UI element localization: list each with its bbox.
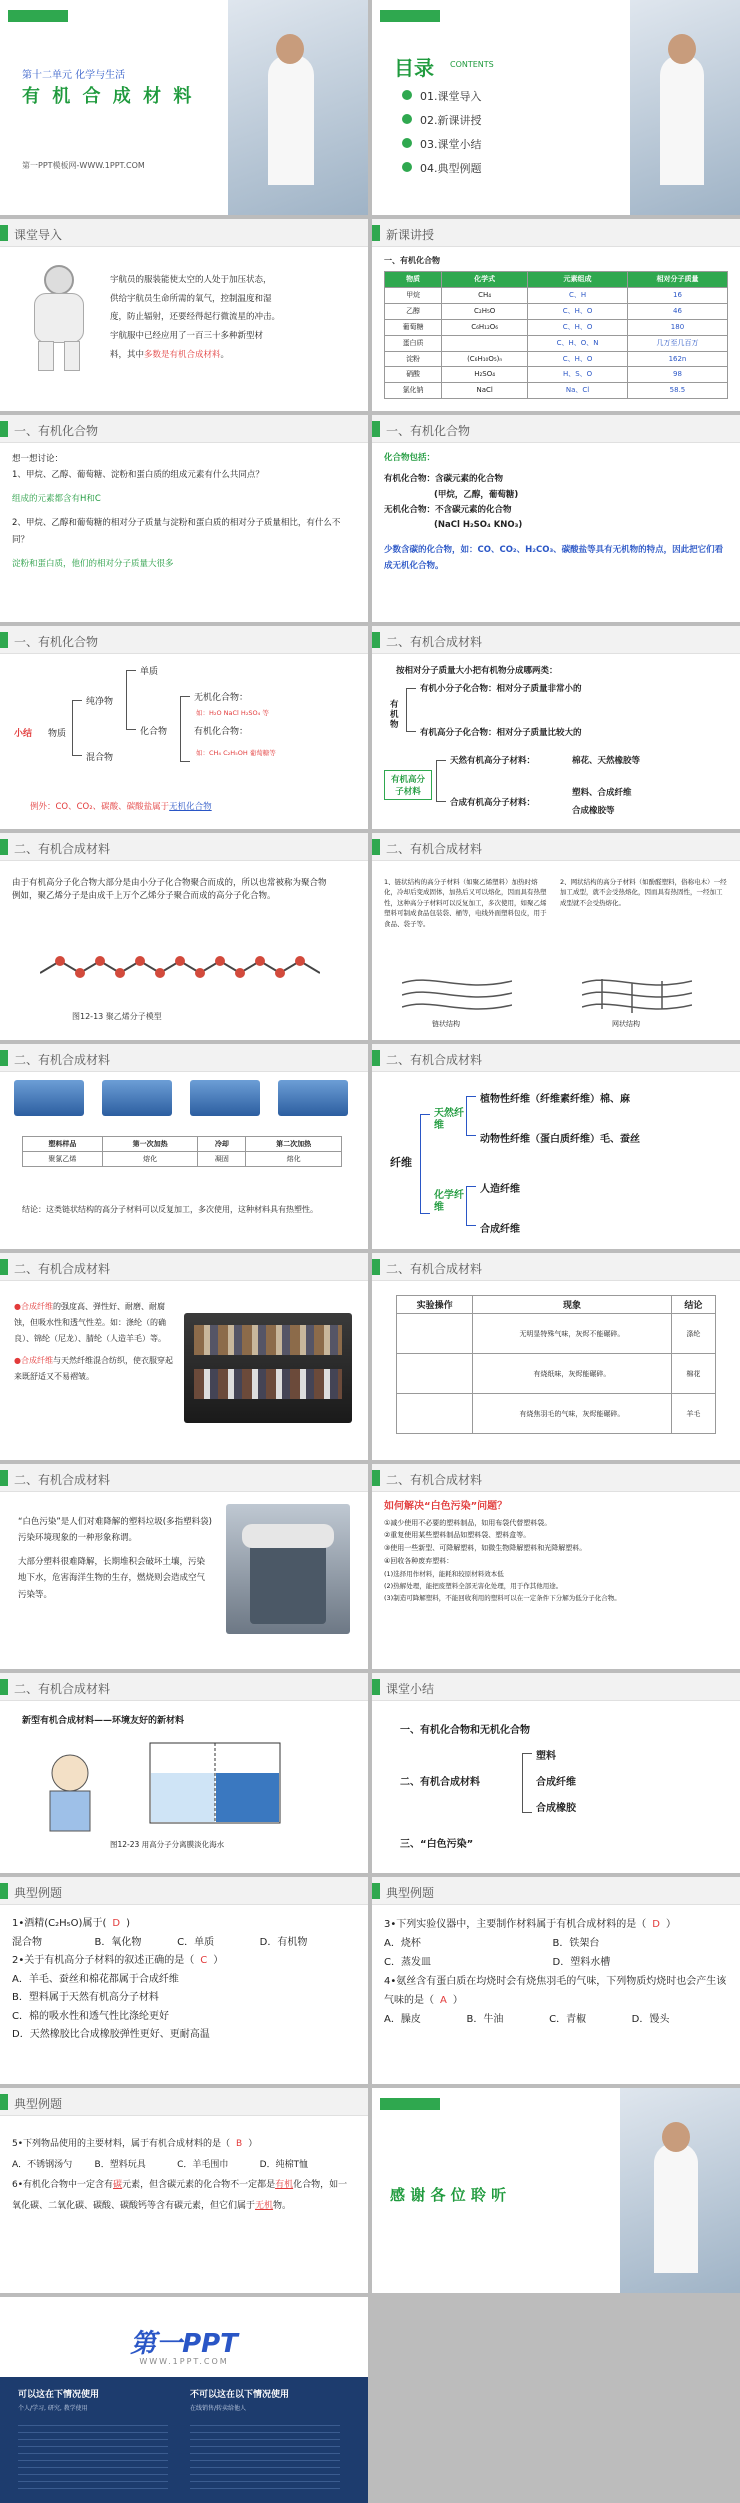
burn-table: 实验操作 现象 结论 无明显特殊气味，灰烬不能碾碎。 涤纶 有烧纸味，灰烬能碾碎。 棉花 有烧焦羽毛的气味，灰烬能碾碎。 羊毛 <box>396 1295 716 1434</box>
slide-thermoplastic[interactable] <box>0 1044 368 1249</box>
summary-point-1: 一、有机化合物和无机化合物 <box>400 1725 530 1736</box>
slide-synthetic-fiber[interactable] <box>0 1253 368 1460</box>
chain-text: 1、链状结构的高分子材料（如聚乙烯塑料）加热时熔化，冷却后变成固体，加热后又可以熔化，因而具有热塑性，这种高分子材料可以反复加工，多次使用，如聚乙烯塑料可制成食品包装袋、桶等，电线外面塑料包皮，用于食品、袋子等。 <box>384 878 547 928</box>
slide-header: 二、有机合成材料 <box>0 1253 368 1281</box>
astronaut-image <box>26 265 92 371</box>
contents-item[interactable]: 04.典型例题 <box>402 160 482 184</box>
synthetic-examples-2: 合成橡胶等 <box>572 806 615 816</box>
slide-solutions[interactable] <box>372 1464 740 1669</box>
contents-title: 目录 <box>394 56 434 80</box>
accent-bar <box>8 10 68 22</box>
slide-white-pollution[interactable] <box>0 1464 368 1669</box>
slide-header: 二、有机合成材料 <box>372 833 740 861</box>
plant-fiber: 植物性纤维（纤维素纤维）棉、麻 <box>480 1094 630 1105</box>
summary-point-2: 二、有机合成材料 <box>400 1777 480 1788</box>
node-organic: 有机化合物： <box>194 727 249 737</box>
slide-body: 如何解决“白色污染”问题？ ①减少使用不必要的塑料制品，如用布袋代替塑料袋。 ②重复使用某些塑料制品如塑料袋、塑料盒等。 ③使用一些新型、可降解塑料，如微生物降解塑料和光降解塑料。 ④回收各种废弃塑料： (1)选择用作材料，能耗和较原材料效本低 (2)热解处理，能把废塑料全部无害化处理，用于作其他用途。 (3)制造可降解塑料，不能回收利用的塑料可以在一定条件下分解为低分子化合物。 <box>384 1501 621 1603</box>
slide-header: 一、有机化合物 <box>0 415 368 443</box>
slide-contents[interactable] <box>372 0 740 215</box>
slide-header: 二、有机合成材料 <box>372 626 740 654</box>
ad-top <box>0 2297 368 2377</box>
slide-fibers[interactable] <box>372 1044 740 1249</box>
new-material-title: 新型有机合成材料——环境友好的新材料 <box>22 1716 185 1726</box>
slide-polymer-class[interactable] <box>372 626 740 829</box>
polyethylene-model <box>40 943 320 993</box>
slide-header: 二、有机合成材料 <box>0 1673 368 1701</box>
summary-point-3: 三、“白色污染” <box>400 1839 474 1850</box>
network-structure-image <box>582 973 692 1017</box>
slide-body: 1•酒精(C₂H₅O)属于( D ) 混合物 B．氧化物 C．单质 D．有机物 2•关于有机高分子材料的叙述正确的是（ C ） A．羊毛、蚕丝和棉花都属于合成纤维 B．塑料属于天然有机高分子材料 C．棉的吸水性和透气性比涤纶更好 D．天然橡胶比合成橡胶弹性更好、更耐高温 <box>12 1918 308 2040</box>
thanks-text: 感 谢 各 位 聆 听 <box>390 2186 507 2204</box>
chain-structure-image <box>402 973 512 1017</box>
scientist-photo <box>228 0 368 215</box>
cannot-use-title: 不可以这在以下情况使用 <box>190 2390 290 2400</box>
table-row: 葡萄糖 C₆H₁₂O₆ C、H、O 180 <box>385 319 728 335</box>
scientist-photo <box>630 0 740 215</box>
bracket <box>466 1186 476 1226</box>
slide-header: 二、有机合成材料 <box>372 1253 740 1281</box>
slide-body: 化合物包括： 有机化合物：含碳元素的化合物 (甲烷，乙醇，葡萄糖) 无机化合物：不含碳元素的化合物 (NaCl H₂SO₄ KNO₃) 少数含碳的化合物，如：CO、CO₂、H₂CO₃、碳酸盐等具有无机物的特点，因此把它们看成无机化合物。 <box>384 453 724 571</box>
table-row: 淀粉 (C₆H₁₀O₅)ₙ C、H、O 162n <box>385 351 728 367</box>
node-organic: 有机物 <box>390 700 399 731</box>
slide-polymer-model[interactable] <box>0 833 368 1040</box>
accent-bar <box>380 2098 440 2110</box>
slide-classification[interactable] <box>0 626 368 829</box>
slide-header: 二、有机合成材料 <box>372 1464 740 1492</box>
pollution-text: “白色污染”是人们对难降解的塑料垃圾(多指塑料袋)污染环境现象的一种形象称谓。 大部分塑料很难降解，长期堆积会破坏土壤，污染地下水，危害海洋生物的生存，燃烧则会造成空气污染等。 <box>18 1517 212 1600</box>
inorganic-link[interactable]: 无机化合物 <box>169 802 212 812</box>
slide-body: 一、有机化合物 物质 化学式 元素组成 相对分子质量 甲烷 CH₄ C、H 16 乙醇 C₂H₅O C、H、O 46 葡萄糖 C₆H₁₂O₆ C、H、O 180 蛋白质 C、H、O、N 几万至几百万 淀粉 (C₆H₁₀O₅)ₙ C、H、O 162n 硝酸 H₂SO₄ H、S、O 98 氯化钠 NaCl Na、Cl 58.5 <box>384 255 728 399</box>
slide-burn-test[interactable] <box>372 1253 740 1460</box>
scientist-photo <box>620 2088 740 2293</box>
small-molecule: 有机小分子化合物：相对分子质量非常小的 <box>420 684 582 694</box>
natural-examples: 棉花、天然橡胶等 <box>572 756 641 766</box>
figure-caption: 图12-13 聚乙烯分子模型 <box>72 1012 162 1021</box>
synthetic-fiber: 合成纤维 <box>480 1224 520 1235</box>
slide-body: 3•下列实验仪器中，主要制作材料属于有机合成材料的是（ D ） A．烧杯 B．铁架台 C．蒸发皿 D．塑料水槽 4•氨丝含有蛋白质在均烧时会有烧焦羽毛的气味，下列物质灼烧时也会产生该气味的是（ A ） A．臊皮 B．牛油 C．青椒 D．馒头 <box>384 1919 727 2025</box>
node-element: 单质 <box>140 667 159 677</box>
node-natural-fiber: 天然纤维 <box>434 1108 464 1131</box>
slide-header: 典型例题 <box>0 2088 368 2116</box>
synthetic-examples: 塑料、合成纤维 <box>572 788 632 798</box>
link-list <box>190 2419 340 2493</box>
exception-note: 例外：CO、CO₂、碳酸、碳酸盐属于无机化合物 <box>30 802 212 812</box>
contents-item[interactable]: 02.新课讲授 <box>402 112 482 136</box>
conclusion: 结论：这类链状结构的高分子材料可以反复加工，多次使用，这种材料具有热塑性。 <box>22 1205 318 1214</box>
slide-example-1[interactable] <box>0 1877 368 2084</box>
unit-label: 第十二单元 化学与生活 <box>22 70 126 81</box>
cannot-use-text: 在线销售/转卖给他人 <box>190 2405 247 2412</box>
node-pure: 纯净物 <box>86 697 114 707</box>
slide-compound-table[interactable] <box>372 219 740 411</box>
organic-examples: 如：CH₄ C₂H₅OH 葡萄糖等 <box>196 749 276 757</box>
table-row: 氯化钠 NaCl Na、Cl 58.5 <box>385 383 728 399</box>
slide-summary[interactable] <box>372 1673 740 1873</box>
slide-header: 课堂导入 <box>0 219 368 247</box>
summary-plastic: 塑料 <box>536 1751 556 1762</box>
node-compound: 化合物 <box>140 727 168 737</box>
node-inorganic: 无机化合物： <box>194 693 249 703</box>
node-chemical-fiber: 化学纤维 <box>434 1190 464 1213</box>
slide-body: 想一想讨论： 1、甲烷、乙醇、葡萄糖、淀粉和蛋白质的组成元素有什么共同点？ 组成的元素都含有H和C 2、甲烷、乙醇和葡萄糖的相对分子质量与淀粉和蛋白质的相对分子质量相比，有什么不同？ 淀粉和蛋白质，他们的相对分子质量大很多 <box>12 454 341 569</box>
summary-rubber: 合成橡胶 <box>536 1803 576 1814</box>
fiber-text: ●合成纤维的强度高、弹性好、耐磨、耐腐蚀，但吸水性和透气性差。如：涤纶（的确良）、锦纶（尼龙）、腈纶（人造羊毛）等。 ●合成纤维与天然纤维混合纺织，使衣服穿起来既舒适又不易褶皱。 <box>14 1302 173 1381</box>
slide-header: 二、有机合成材料 <box>0 833 368 861</box>
contents-list <box>402 88 482 184</box>
clothing-store-photo <box>184 1313 352 1423</box>
network-caption: 网状结构 <box>612 1020 640 1028</box>
slide-body: 5•下列物品使用的主要材料，属于有机合成材料的是（ B ） A．不锈钢汤勺 B．塑料玩具 C．羊毛围巾 D．纯棉T恤 6•有机化合物中一定含有碳元素，但含碳元素的化合物不一定都是有机化合物，如一氧化碳、二氧化碳、碳酸、碳酸钙等含有碳元素，但它们属于无机物。 <box>12 2139 348 2212</box>
table-row: 蛋白质 C、H、O、N 几万至几百万 <box>385 335 728 351</box>
network-text: 2、网状结构的高分子材料（如酚醛塑料，俗称电木）一经加工成型，就不会受热熔化，因而具有热固性，一经加工成型就不会受热熔化。 <box>560 878 727 907</box>
summary-label: 小结 <box>14 729 33 739</box>
slide-header: 课堂小结 <box>372 1673 740 1701</box>
slide-title-text: 有 机 合 成 材 料 <box>22 86 195 107</box>
link-list <box>18 2419 168 2493</box>
can-use-text: 个人/学习, 研究, 教学使用 <box>18 2405 88 2412</box>
rayon-fiber: 人造纤维 <box>480 1184 520 1195</box>
slide-header: 一、有机化合物 <box>0 626 368 654</box>
compound-table: 物质 化学式 元素组成 相对分子质量 甲烷 CH₄ C、H 16 乙醇 C₂H₅O C、H、O 46 葡萄糖 C₆H₁₂O₆ C、H、O 180 蛋白质 C、H、O、N 几万至几百万 淀粉 (C₆H₁₀O₅)ₙ C、H、O 162n 硝酸 H₂SO₄ H、S、O 98 氯化钠 NaCl Na、Cl 58.5 <box>384 271 728 399</box>
large-molecule: 有机高分子化合物：相对分子质量比较大的 <box>420 728 582 738</box>
slide-organic-def[interactable] <box>372 415 740 622</box>
animal-fiber: 动物性纤维（蛋白质纤维）毛、蚕丝 <box>480 1134 640 1145</box>
figure-caption: 图12-23 用高分子分离膜淡化海水 <box>110 1840 225 1849</box>
contents-subtitle: CONTENTS <box>450 60 494 69</box>
node-matter: 物质 <box>48 729 67 739</box>
slide-ad[interactable] <box>0 2297 368 2503</box>
slide-example-3[interactable] <box>0 2088 368 2293</box>
garbage-bin-photo <box>226 1504 350 1634</box>
slide-header: 典型例题 <box>0 1877 368 1905</box>
node-fiber: 纤维 <box>390 1156 412 1169</box>
slide-header: 二、有机合成材料 <box>0 1044 368 1072</box>
accent-bar <box>380 10 440 22</box>
table-row: 乙醇 C₂H₅O C、H、O 46 <box>385 304 728 320</box>
synthetic-polymer: 合成有机高分子材料： <box>450 798 536 808</box>
bracket <box>72 700 82 756</box>
chain-caption: 链状结构 <box>432 1020 460 1028</box>
ad-bottom <box>0 2377 368 2503</box>
table-row: 有烧纸味，灰烬能碾碎。 棉花 <box>397 1354 716 1394</box>
slide-thanks[interactable] <box>372 2088 740 2293</box>
question: 按相对分子质量大小把有机物分成哪两类： <box>396 666 558 676</box>
slide-header: 二、有机合成材料 <box>372 1044 740 1072</box>
slide-header: 一、有机化合物 <box>372 415 740 443</box>
contents-item[interactable]: 01.课堂导入 <box>402 88 482 112</box>
table-row: 硝酸 H₂SO₄ H、S、O 98 <box>385 367 728 383</box>
slide-header: 二、有机合成材料 <box>0 1464 368 1492</box>
table-row: 甲烷 CH₄ C、H 16 <box>385 288 728 304</box>
inorganic-examples: 如：H₂O NaCl H₂SO₄ 等 <box>196 709 269 717</box>
table-row: 有烧焦羽毛的气味，灰烬能碾碎。 羊毛 <box>397 1394 716 1434</box>
footer-text: 第一PPT模板网-WWW.1PPT.COM <box>22 161 145 170</box>
summary-fiber: 合成纤维 <box>536 1777 576 1788</box>
heating-table: 塑料样品 第一次加热 冷却 第二次加热 聚氯乙烯 熔化 凝固 熔化 <box>22 1136 342 1167</box>
slide-header: 新课讲授 <box>372 219 740 247</box>
bracket <box>180 696 190 762</box>
bracket <box>406 688 416 732</box>
slide-discussion[interactable] <box>0 415 368 622</box>
slide-structures[interactable] <box>372 833 740 1040</box>
bracket <box>522 1753 532 1813</box>
bracket <box>420 1114 430 1214</box>
intro-text: 宇航员的服装能使太空的人处于加压状态， 供给宇航员生命所需的氧气，控制温度和湿 度，防止辐射，还要经得起行微流星的冲击。 宇航服中已经应用了一百三十多种新型材 料，其中多数是有机合成材料。 <box>110 275 281 360</box>
polymer-box: 有机高分子材料 <box>384 770 432 800</box>
table-row: 聚氯乙烯 熔化 凝固 熔化 <box>23 1152 342 1167</box>
slide-header: 典型例题 <box>372 1877 740 1905</box>
contents-item[interactable]: 03.课堂小结 <box>402 136 482 160</box>
natural-polymer: 天然有机高分子材料： <box>450 756 536 766</box>
slide-intro[interactable] <box>0 219 368 411</box>
node-mixture: 混合物 <box>86 753 114 763</box>
slide-title[interactable] <box>0 0 368 215</box>
slide-new-materials[interactable] <box>0 1673 368 1873</box>
bracket <box>436 760 446 802</box>
logo-url[interactable]: WWW.1PPT.COM <box>139 2357 229 2366</box>
bracket <box>466 1096 476 1136</box>
bracket <box>126 670 136 730</box>
table-row: 无明显特殊气味，灰烬不能碾碎。 涤纶 <box>397 1314 716 1354</box>
logo-text: 第一PPT <box>130 2329 238 2359</box>
experiment-photos <box>14 1080 354 1116</box>
can-use-title: 可以这在下情况使用 <box>18 2390 100 2400</box>
slide-body: 由于有机高分子化合物大部分是由小分子化合物聚合而成的，所以也常被称为聚合物 例如，聚乙烯分子是由成千上万个乙烯分子聚合而成的高分子化合物。 <box>12 878 327 902</box>
slide-example-2[interactable] <box>372 1877 740 2084</box>
desalination-image <box>40 1733 300 1833</box>
